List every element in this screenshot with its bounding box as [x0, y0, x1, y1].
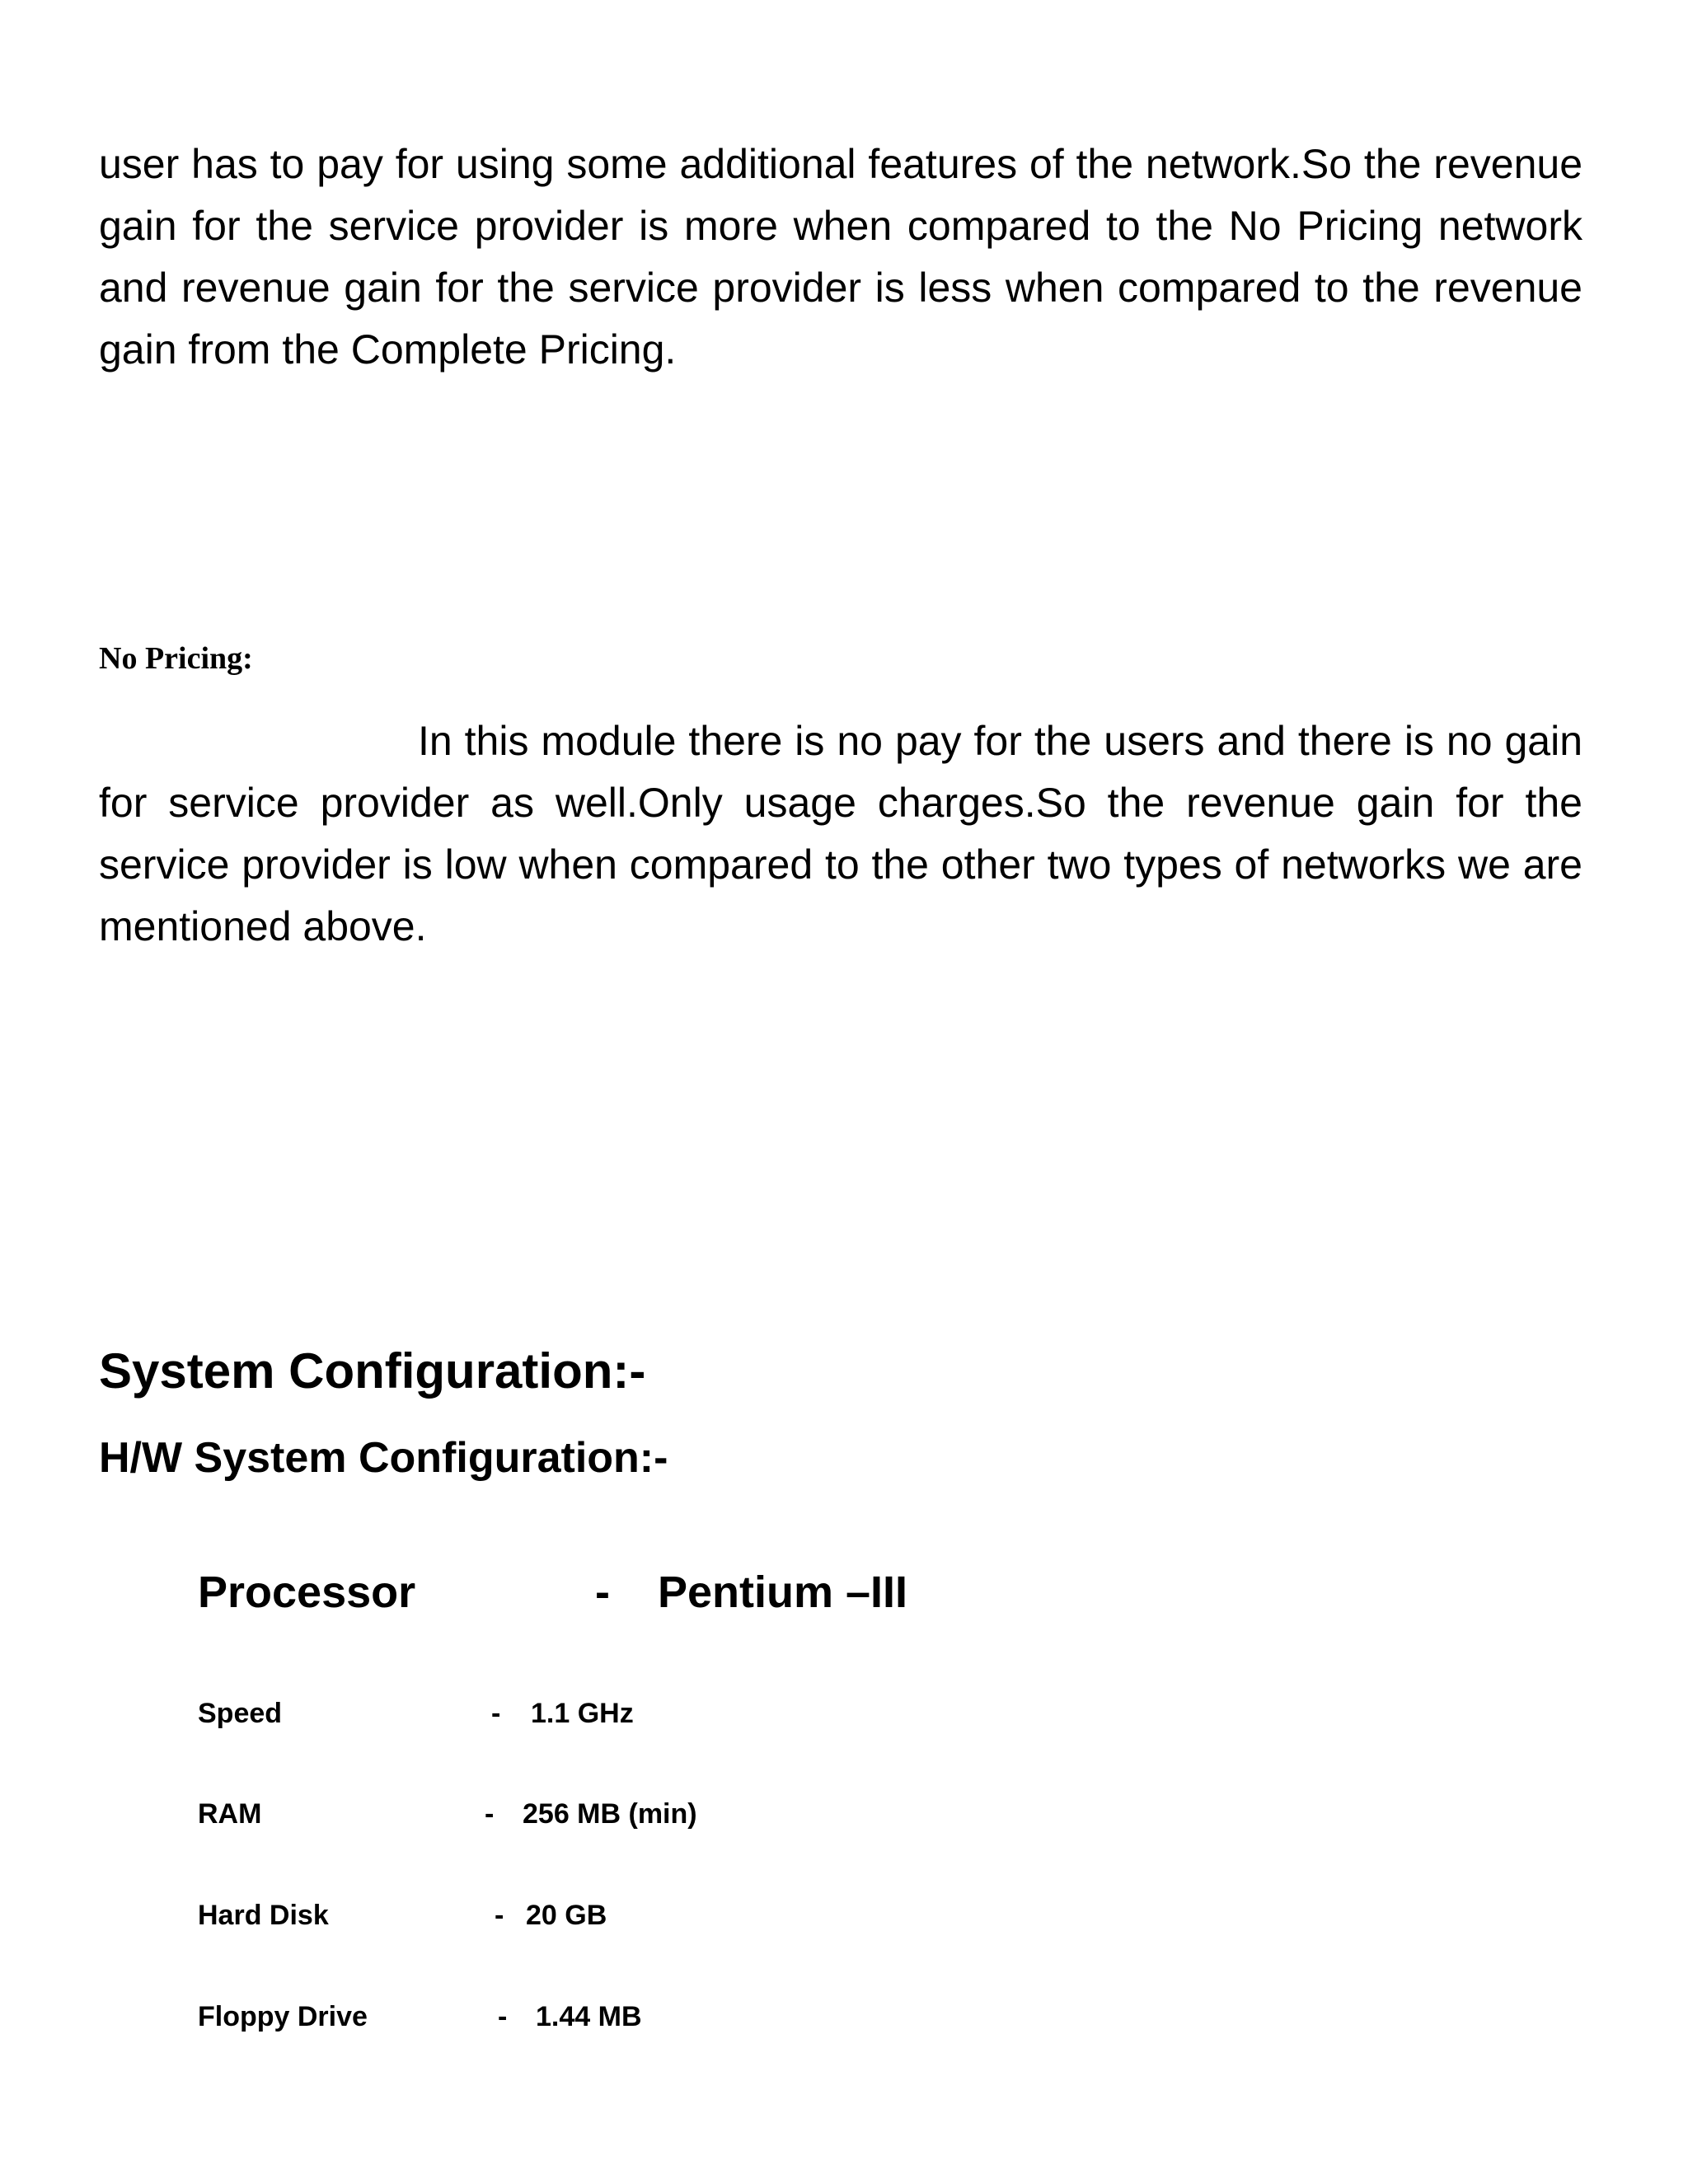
- system-configuration-heading: System Configuration:-: [99, 1343, 646, 1399]
- spec-label: RAM: [198, 1798, 262, 1830]
- no-pricing-heading: No Pricing:: [99, 641, 253, 676]
- spec-value: Pentium –III: [658, 1568, 908, 1617]
- spec-separator: -: [498, 2001, 508, 2032]
- spec-separator: -: [491, 1698, 501, 1729]
- spec-separator: -: [485, 1798, 495, 1830]
- hw-configuration-heading: H/W System Configuration:-: [99, 1434, 668, 1482]
- spec-label: Speed: [198, 1698, 283, 1729]
- spec-separator: -: [595, 1568, 610, 1617]
- spec-value: 1.1 GHz: [531, 1698, 634, 1729]
- spec-value: 20 GB: [526, 1900, 607, 1931]
- no-pricing-paragraph: In this module there is no pay for the users and there is no gain for service provider as well.Only usage charges.So the revenue gain for the service provider is low when compared to the other two types of networks we are mentioned above.: [99, 718, 1582, 949]
- intro-paragraph: user has to pay for using some additional features of the network.So the revenue gain for the service provider is more when compared to the No Pricing network and revenue gain for the service provider is less when compared to the revenue gain from the Complete Pricing.: [99, 141, 1582, 373]
- spec-value: 256 MB (min): [523, 1798, 697, 1830]
- spec-value: 1.44 MB: [536, 2001, 642, 2032]
- spec-label: Processor: [198, 1568, 416, 1617]
- spec-label: Hard Disk: [198, 1900, 329, 1931]
- spec-label: Floppy Drive: [198, 2001, 368, 2032]
- spec-separator: -: [495, 1900, 504, 1931]
